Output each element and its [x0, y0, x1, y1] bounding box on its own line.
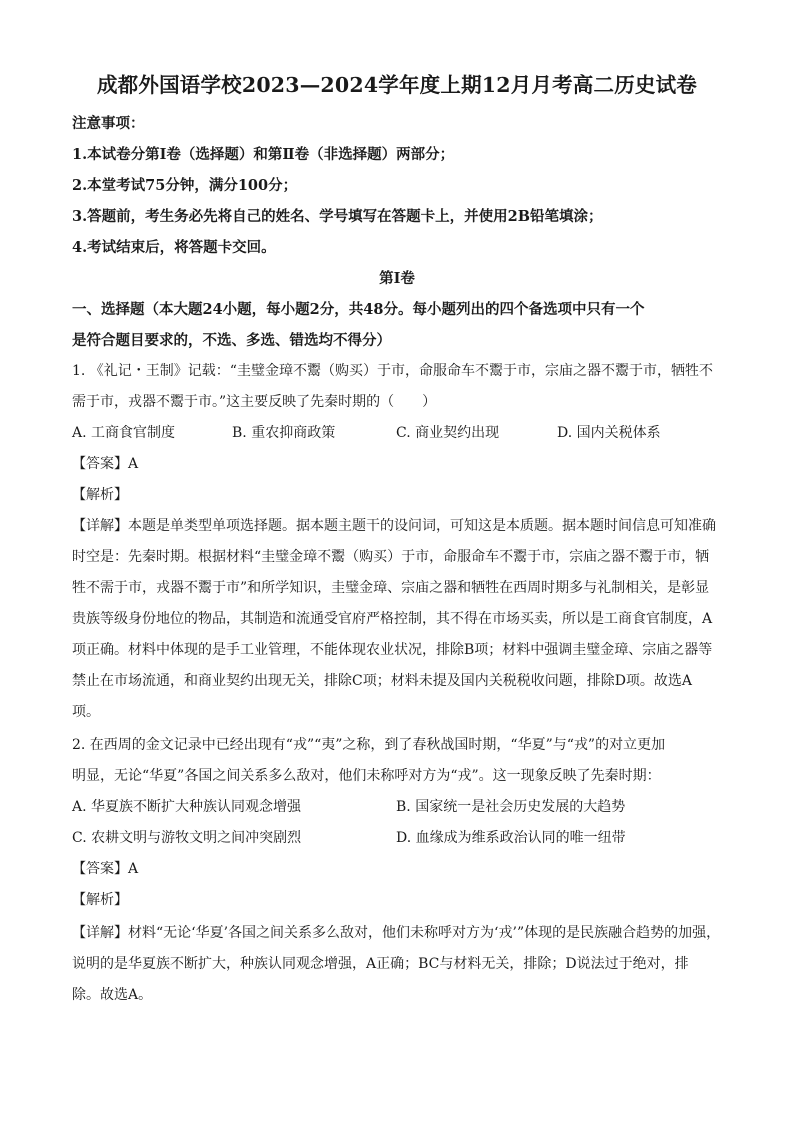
q2-answer: 【答案】A — [72, 861, 139, 877]
q1-analysis-label: 【解析】 — [72, 487, 128, 503]
section-heading-line1: 一、选择题（本大题24小题，每小题2分，共48分。每小题列出的四个备选项中只有一个 — [72, 301, 645, 318]
q2-option-b: B. 国家统一是社会历史发展的大趋势 — [396, 799, 626, 815]
notice-item: 3.答题前，考生务必先将自己的姓名、学号填写在答题卡上，并使用2B铅笔填涂； — [72, 208, 603, 225]
notice-item: 4.考试结束后，将答题卡交回。 — [72, 239, 276, 256]
q2-option-d: D. 血缘成为维系政治认同的唯一纽带 — [396, 830, 626, 846]
notice-item: 1.本试卷分第Ⅰ卷（选择题）和第Ⅱ卷（非选择题）两部分； — [72, 146, 455, 163]
q1-option-c: C. 商业契约出现 — [396, 425, 500, 441]
q1-option-a: A. 工商食官制度 — [72, 425, 176, 441]
q2-analysis-label: 【解析】 — [72, 892, 128, 908]
notice-item: 2.本堂考试75分钟，满分100分； — [72, 177, 298, 194]
section-heading-line2: 是符合题目要求的，不选、多选、错选均不得分） — [72, 332, 391, 349]
q1-detail-line: 项。 — [72, 704, 100, 720]
q2-stem-line: 2. 在西周的金文记录中已经出现有“戎”“夷”之称，到了春秋战国时期，“华夏”与“戎”的对立更加 — [72, 737, 666, 753]
q1-detail-line: 时空是：先秦时期。根据材料“圭璧金璋不鬻（购买）于市，命服命车不鬻于市，宗庙之器不鬻于市，牺 — [72, 549, 710, 565]
q1-detail-line: 【详解】本题是单类型单项选择题。据本题主题干的设问词，可知这是本质题。据本题时间信息可知准确 — [72, 518, 716, 534]
q1-detail-line: 禁止在市场流通，和商业契约出现无关，排除C项；材料未提及国内关税税收问题，排除D项。故选A — [72, 673, 693, 689]
q2-detail-line: 【详解】材料“无论‘华夏’各国之间关系多么敌对，他们未称呼对方为‘戎’”体现的是民族融合趋势的加强， — [72, 925, 721, 941]
q2-option-a: A. 华夏族不断扩大种族认同观念增强 — [72, 799, 302, 815]
q1-detail-line: 贵族等级身份地位的物品，其制造和流通受官府严格控制，其不得在市场买卖，所以是工商食官制度，A — [72, 611, 713, 627]
q1-stem-line: 需于市，戎器不鬻于市。”这主要反映了先秦时期的（ ） — [72, 394, 437, 410]
q2-option-c: C. 农耕文明与游牧文明之间冲突剧烈 — [72, 830, 302, 846]
q2-stem-line: 明显，无论“华夏”各国之间关系多么敌对，他们未称呼对方为“戎”。这一现象反映了先秦时期： — [72, 768, 661, 784]
volume-heading: 第Ⅰ卷 — [379, 270, 415, 287]
q2-detail-line: 除。故选A。 — [72, 987, 153, 1003]
q1-stem-line: 1. 《礼记・王制》记载：“圭璧金璋不鬻（购买）于市，命服命车不鬻于市，宗庙之器不鬻于市，牺牲不 — [72, 363, 713, 379]
q2-detail-line: 说明的是华夏族不断扩大，种族认同观念增强，A正确；BC与材料无关，排除；D说法过于绝对，排 — [72, 956, 689, 972]
q1-option-d: D. 国内关税体系 — [557, 425, 661, 441]
q1-answer: 【答案】A — [72, 456, 139, 472]
notice-heading: 注意事项： — [72, 115, 145, 132]
q1-detail-line: 项正确。材料中体现的是手工业管理，不能体现农业状况，排除B项；材料中强调圭璧金璋、宗庙之器等 — [72, 642, 713, 658]
q1-option-b: B. 重农抑商政策 — [232, 425, 336, 441]
page-title: 成都外国语学校2023—2024学年度上期12月月考高二历史试卷 — [96, 73, 698, 97]
q1-detail-line: 牲不需于市，戎器不鬻于市”和所学知识，圭璧金璋、宗庙之器和牺牲在西周时期多与礼制相关，是彰显 — [72, 580, 710, 596]
